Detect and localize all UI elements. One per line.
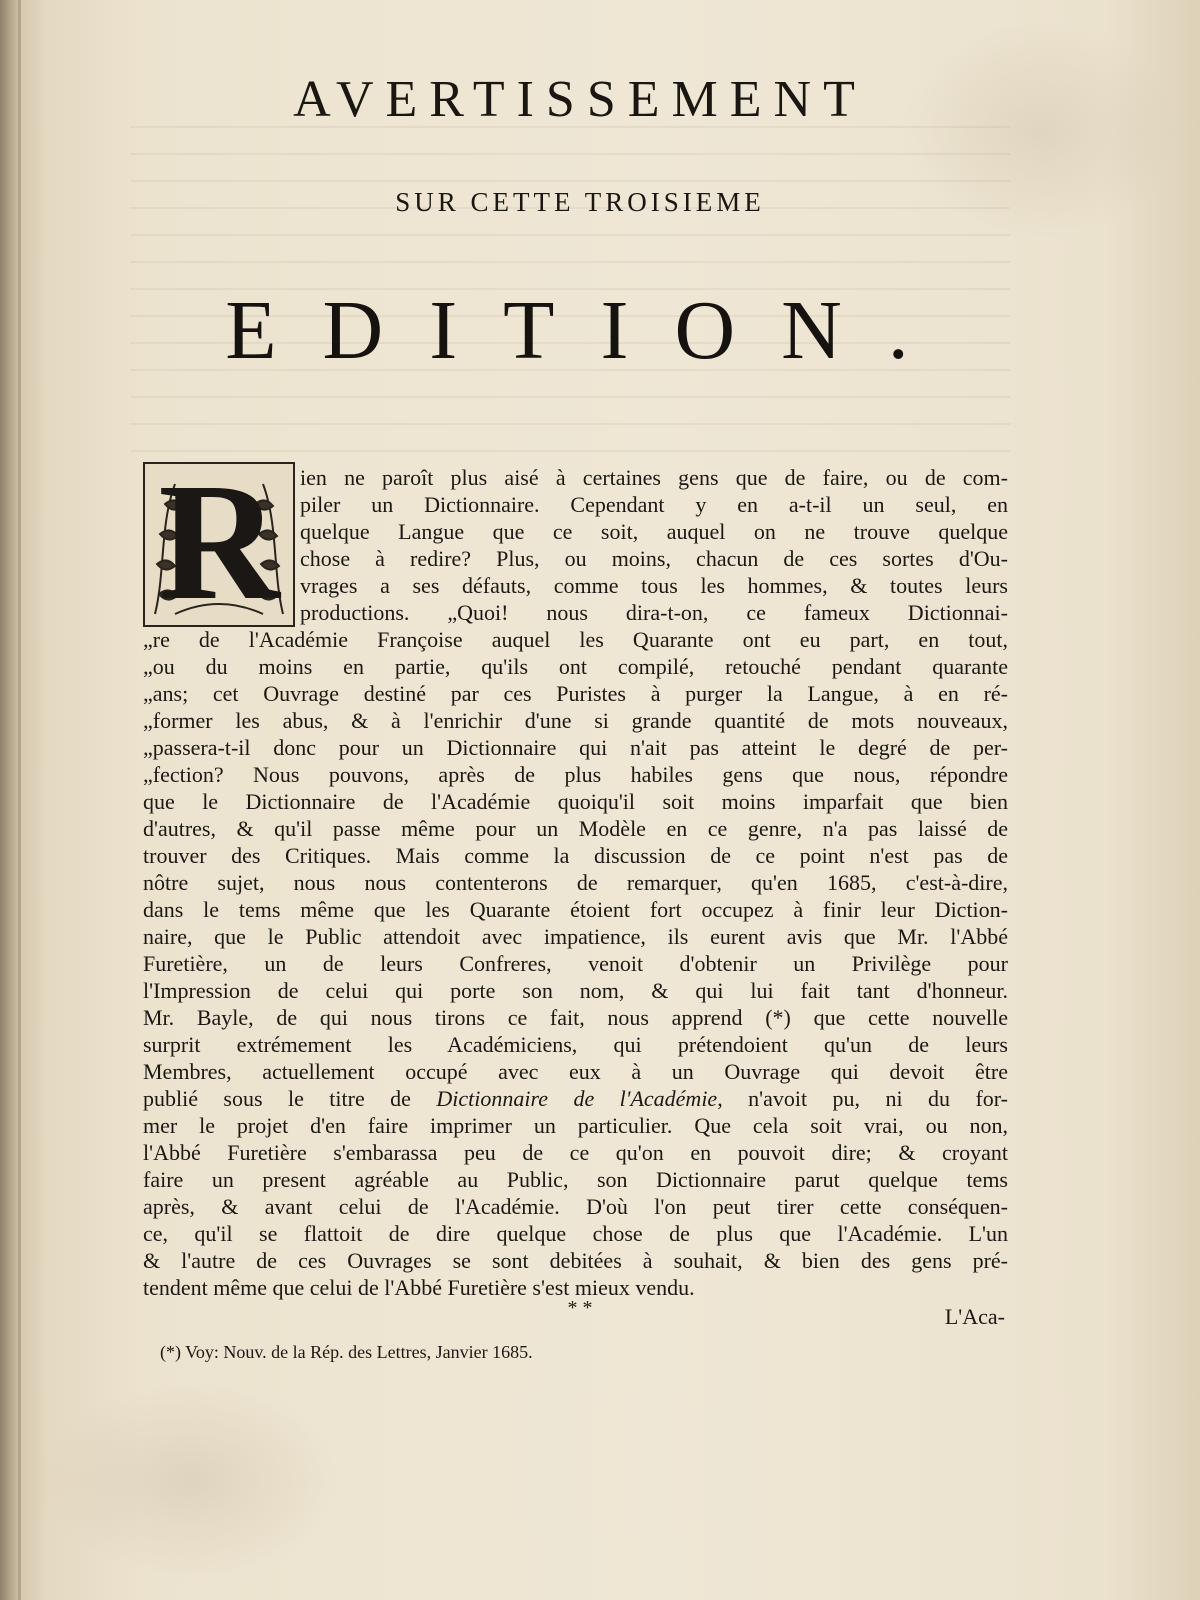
text-line-content: l'Abbé Furetière s'embarassa peu de ce qu'on en pouvoit dire; & croyant (143, 1140, 1008, 1165)
text-line-content: Mr. Bayle, de qui nous tirons ce fait, nous apprend (*) que cette nouvelle (143, 1005, 1008, 1030)
text-line-content: surprit extrémement les Académiciens, qui prétendoient qu'un de leurs (143, 1032, 1008, 1057)
text-line-content: piler un Dictionnaire. Cependant y en a-t-il un seul, en (300, 492, 1008, 517)
text-line (143, 1166, 1008, 1193)
text-line (143, 1004, 1008, 1031)
text-line (143, 1031, 1008, 1058)
text-line (143, 1139, 1008, 1166)
text-line-content: après, & avant celui de l'Académie. D'où l'on peut tirer cette conséquen- (143, 1194, 1008, 1219)
text-line-content: quelque Langue que ce soit, auquel on ne trouve quelque (300, 519, 1008, 544)
heading-subtitle: SUR CETTE TROISIEME (395, 187, 765, 217)
heading-edition: EDITION. (225, 284, 955, 377)
text-line (143, 896, 1008, 923)
text-line-content: productions. „Quoi! nous dira-t-on, ce fameux Dictionnai- (300, 600, 1008, 625)
text-line (143, 653, 1008, 680)
text-line (143, 761, 1008, 788)
text-line-content: mer le projet d'en faire imprimer un particulier. Que cela soit vrai, ou non, (143, 1113, 1008, 1138)
text-line (300, 545, 1008, 572)
text-line (300, 491, 1008, 518)
text-line (300, 572, 1008, 599)
text-line (143, 923, 1008, 950)
text-line (143, 707, 1008, 734)
text-line (300, 599, 1008, 626)
ornamental-drop-cap (143, 449, 295, 635)
footnote: (*) Voy: Nouv. de la Rép. des Lettres, Janvier 1685. (160, 1342, 533, 1362)
text-line (300, 518, 1008, 545)
text-line-content: ce, qu'il se flattoit de dire quelque chose de plus que l'Académie. L'un (143, 1221, 1008, 1246)
text-line-content: tendent même que celui de l'Abbé Furetière s'est mieux vendu. (143, 1275, 695, 1300)
text-line-content: naire, que le Public attendoit avec impatience, ils eurent avis que Mr. l'Abbé (143, 924, 1008, 949)
text-line (143, 1247, 1008, 1274)
text-line (143, 734, 1008, 761)
paper-stain (900, 20, 1180, 240)
text-line (143, 1085, 1008, 1112)
text-line-content: „fection? Nous pouvons, après de plus habiles gens que nous, répondre (143, 762, 1008, 787)
text-line (143, 815, 1008, 842)
text-line (300, 464, 1008, 491)
paper-stain (40, 1380, 340, 1580)
text-line (143, 842, 1008, 869)
text-line (143, 950, 1008, 977)
text-line-content: Furetière, un de leurs Confreres, venoit d'obtenir un Privilège pour (143, 951, 1008, 976)
text-line (143, 788, 1008, 815)
text-line-content: dans le tems même que les Quarante étoient fort occupez à finir leur Diction- (143, 897, 1008, 922)
text-line (143, 680, 1008, 707)
text-line-content: vrages a ses défauts, comme tous les hommes, & toutes leurs (300, 573, 1008, 598)
text-line-content: publié sous le titre de Dictionnaire de l'Académie, n'avoit pu, ni du for- (143, 1086, 1009, 1111)
text-line-content: l'Impression de celui qui porte son nom, & qui lui fait tant d'honneur. (143, 978, 1008, 1003)
text-line-content: „former les abus, & à l'enrichir d'une si grande quantité de mots nouveaux, (143, 708, 1008, 733)
text-line-content: que le Dictionnaire de l'Académie quoiqu'il soit moins imparfait que bien (143, 789, 1008, 814)
text-line-content: d'autres, & qu'il passe même pour un Modèle en ce genre, n'a pas laissé de (143, 816, 1008, 841)
text-line (143, 626, 1008, 653)
text-line (143, 1193, 1008, 1220)
text-line-content: nôtre sujet, nous nous contenterons de remarquer, qu'en 1685, c'est-à-dire, (143, 870, 1008, 895)
text-line-content: trouver des Critiques. Mais comme la discussion de ce point n'est pas de (143, 843, 1008, 868)
text-line-content: „re de l'Académie Françoise auquel les Quarante ont eu part, en tout, (143, 627, 1008, 652)
catchword: L'Aca- (944, 1304, 1005, 1329)
signature-mark: * * (567, 1297, 593, 1319)
drop-cap-letter: R (158, 449, 280, 635)
text-line-content: & l'autre de ces Ouvrages se sont debitées à souhait, & bien des gens pré- (143, 1248, 1008, 1273)
text-line (143, 869, 1008, 896)
text-line (143, 1112, 1008, 1139)
text-line-content: „passera-t-il donc pour un Dictionnaire qui n'ait pas atteint le degré de per- (143, 735, 1008, 760)
spine-edge (18, 0, 21, 1600)
text-line-content: faire un present agréable au Public, son Dictionnaire parut quelque tems (143, 1167, 1008, 1192)
text-line-content: „ou du moins en partie, qu'ils ont compilé, retouché pendant quarante (143, 654, 1008, 679)
text-line (143, 1058, 1008, 1085)
text-line-content: chose à redire? Plus, ou moins, chacun de ces sortes d'Ou- (300, 546, 1008, 571)
heading-avertissement: AVERTISSEMENT (293, 71, 867, 128)
text-line (143, 1220, 1008, 1247)
text-line-content: ien ne paroît plus aisé à certaines gens que de faire, ou de com- (300, 465, 1008, 490)
text-line (143, 977, 1008, 1004)
text-line-content: „ans; cet Ouvrage destiné par ces Puristes à purger la Langue, à en ré- (143, 681, 1008, 706)
text-line-content: Membres, actuellement occupé avec eux à un Ouvrage qui devoit être (143, 1059, 1008, 1084)
italic-title: Dictionnaire de l'Académie (436, 1086, 718, 1111)
